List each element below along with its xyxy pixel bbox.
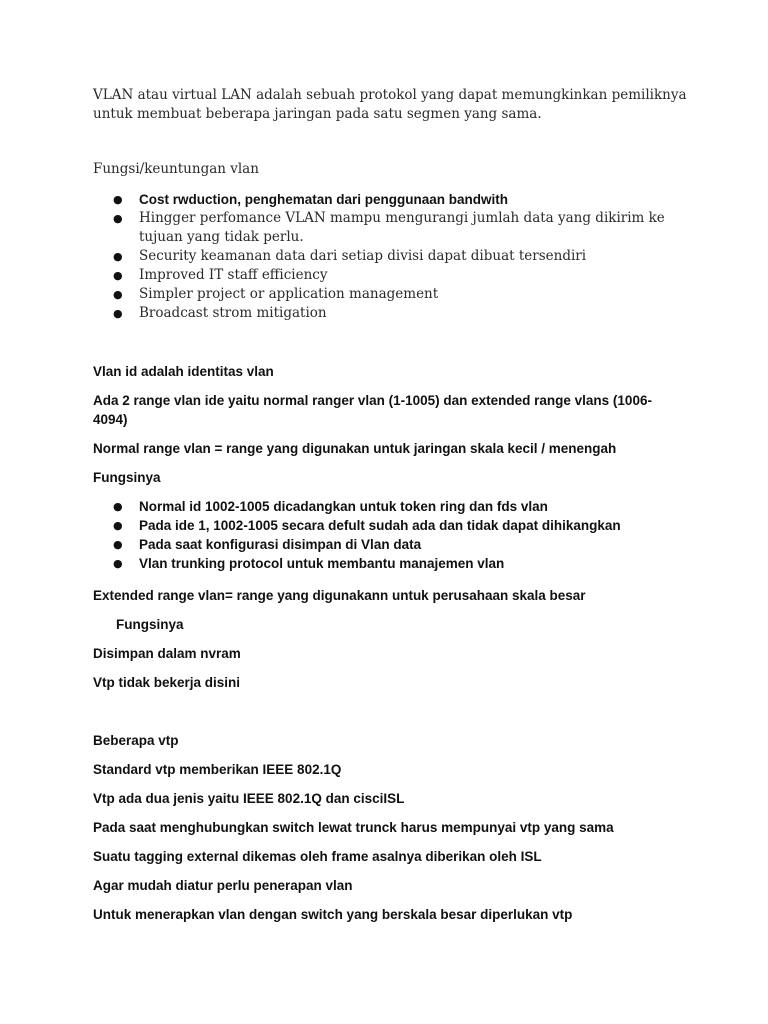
- paragraph-tagging: Suatu tagging external dikemas oleh frame asalnya diberikan oleh ISL: [93, 849, 542, 864]
- bullet-icon: ●: [113, 307, 123, 320]
- paragraph-vtp-tidak: Vtp tidak bekerja disini: [93, 675, 241, 690]
- benefits-list: [113, 190, 673, 323]
- bullet-icon: ●: [113, 269, 123, 282]
- paragraph-fungsinya-indented: Fungsinya: [116, 617, 184, 632]
- intro-paragraph: VLAN atau virtual LAN adalah sebuah protokol yang dapat memungkinkan pemiliknya untuk membuat beberapa jaringan pada satu segmen yang sama.: [93, 87, 687, 122]
- paragraph-menerapkan: Untuk menerapkan vlan dengan switch yang berskala besar diperlukan vtp: [93, 907, 573, 922]
- list-item: ● Normal id 1002-1005 dicadangkan untuk token ring dan fds vlan: [113, 499, 548, 514]
- paragraph-dua-jenis: Vtp ada dua jenis yaitu IEEE 802.1Q dan cisciISL: [93, 791, 405, 806]
- bullet-icon: ●: [113, 250, 123, 263]
- paragraph-range: Ada 2 range vlan ide yaitu normal ranger vlan (1-1005) dan extended range vlans (1006-4094): [93, 393, 652, 427]
- list-item: ● Hingger perfomance VLAN mampu mengurangi jumlah data yang dikirim ke tujuan yang tidak perlu.: [113, 210, 665, 245]
- list-item: ● Cost rwduction, penghematan dari penggunaan bandwith: [113, 192, 509, 207]
- paragraph-trunck: Pada saat menghubungkan switch lewat trunck harus mempunyai vtp yang sama: [93, 820, 614, 835]
- list-item: ● Security keamanan data dari setiap divisi dapat dibuat tersendiri: [113, 248, 587, 264]
- list-item: ● Pada saat konfigurasi disimpan di Vlan data: [113, 537, 422, 552]
- paragraph-beberapa-vtp: Beberapa vtp: [93, 733, 179, 748]
- normal-range-list: [113, 497, 673, 573]
- list-item: ● Vlan trunking protocol untuk membantu manajemen vlan: [113, 556, 505, 571]
- list-item: ● Simpler project or application management: [113, 286, 439, 302]
- paragraph-extended-range: Extended range vlan= range yang digunakann untuk perusahaan skala besar: [93, 588, 586, 603]
- paragraph-vlan-id: Vlan id adalah identitas vlan: [93, 364, 274, 379]
- paragraph-mudah: Agar mudah diatur perlu penerapan vlan: [93, 878, 353, 893]
- list-item: ● Broadcast strom mitigation: [113, 305, 327, 321]
- bullet-icon: ●: [113, 212, 123, 225]
- section-heading-fungsi: Fungsi/keuntungan vlan: [93, 161, 259, 177]
- paragraph-normal-range: Normal range vlan = range yang digunakan untuk jaringan skala kecil / menengah: [93, 441, 617, 456]
- paragraph-standard-vtp: Standard vtp memberikan IEEE 802.1Q: [93, 762, 342, 777]
- bullet-icon: ●: [113, 288, 123, 301]
- list-item: ● Improved IT staff efficiency: [113, 267, 328, 283]
- paragraph-nvram: Disimpan dalam nvram: [93, 646, 241, 661]
- bullet-icon: ●: [113, 500, 123, 513]
- bullet-icon: ●: [113, 557, 123, 570]
- paragraph-fungsinya: Fungsinya: [93, 470, 161, 485]
- bullet-icon: ●: [113, 538, 123, 551]
- list-item: ● Pada ide 1, 1002-1005 secara defult sudah ada dan tidak dapat dihikangkan: [113, 518, 621, 533]
- bullet-icon: ●: [113, 193, 123, 206]
- bullet-icon: ●: [113, 519, 123, 532]
